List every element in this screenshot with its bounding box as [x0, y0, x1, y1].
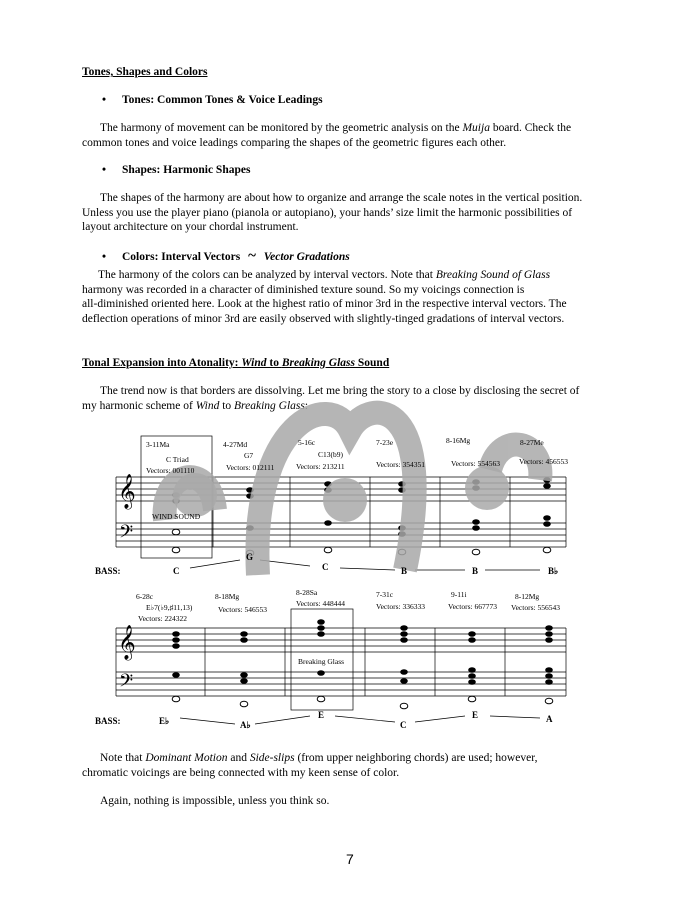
bass-note: E [318, 710, 325, 720]
chord-set-label: 3-11Ma [146, 440, 170, 449]
chord-set-label: 7-31c [376, 590, 394, 599]
emphasis: Breaking Sound of Glass [435, 269, 551, 281]
text: my harmonic scheme of [82, 399, 196, 412]
bass-note: B [401, 566, 408, 576]
text: all-diminished oriented here. Look at the highest ratio of minor 3rd in the respective interval vectors. The [82, 298, 567, 310]
chord-set-label: 8-27Me [520, 438, 544, 447]
bass-note: B [472, 566, 479, 576]
bass-note: C [322, 562, 329, 572]
bullet-shapes-label: Shapes: Harmonic Shapes [122, 164, 251, 176]
chord-set-label: 8-12Mg [515, 592, 540, 601]
text: The harmony of movement can be monitored by the geometric analysis on the [100, 122, 463, 134]
text: The harmony of the colors can be analyzed by interval vectors. Note that [98, 269, 436, 281]
emphasis: Wind [195, 399, 220, 412]
chord-vector-label: Vectors: 556543 [511, 603, 560, 612]
chord-set-label: 9-11i [451, 590, 467, 599]
bass-clef-icon: 𝄢 [119, 522, 134, 547]
bass-note: B♭ [548, 566, 559, 576]
emphasis: Wind [241, 357, 267, 369]
bass-label: BASS: [95, 716, 121, 726]
chord-vector-label: Vectors: 546553 [218, 605, 267, 614]
text: harmony was recorded in a character of diminished texture sound. So my voicings connection is [82, 283, 525, 296]
emphasis: Muija [462, 122, 490, 134]
bullet-dot-icon: • [102, 94, 107, 106]
bass-staff-1 [116, 523, 566, 547]
text: board. Check the [489, 122, 572, 134]
emphasis: Breaking Glass [281, 357, 356, 369]
tilde: ~ [248, 248, 256, 264]
chord-vector-label: Vectors: 213211 [296, 462, 345, 471]
bullet-colors-emphasis: Vector Gradations [263, 251, 350, 263]
chord-name-label: E♭7(♭9,♯11,13) [146, 603, 193, 612]
chord-set-label: 4-27Md [223, 440, 248, 449]
text: common tones and voice leadings comparing the shapes of the geometric figures each other. [82, 136, 507, 149]
text: layout architecture on your chordal instrument. [82, 221, 299, 233]
bass-note: C [173, 566, 180, 576]
bass-clef-icon: 𝄢 [119, 671, 134, 696]
chord-set-label: 8-18Mg [215, 592, 240, 601]
chord-vector-label: Vectors: 554563 [451, 459, 500, 468]
chord-vector-label: Vectors: 667773 [448, 602, 497, 611]
chord-name-label: C13(b9) [318, 450, 343, 459]
bass-label: BASS: [95, 566, 121, 576]
text: The shapes of the harmony are about how to organize and arrange the scale notes in the vertical position. [100, 192, 583, 204]
chord-set-label: 6-28c [136, 592, 154, 601]
text: Unless you use the player piano (pianola or autopiano), your hands’ size limit the harmonic possibilities of [82, 206, 573, 219]
text: The trend now is that borders are dissolving. Let me bring the story to a close by disclosing the secret of [100, 385, 580, 397]
emphasis: Breaking Glass [234, 399, 305, 412]
text: chromatic voicings are being connected with my keen sense of color. [82, 766, 400, 779]
text: (from upper neighboring chords) are used; however, [294, 752, 538, 764]
emphasis: Side-slips [249, 752, 295, 764]
bass-staff-2 [116, 672, 566, 696]
chord-vector-label: Vectors: 012111 [226, 463, 275, 472]
emphasis: Dominant Motion [145, 752, 228, 764]
chord-name-label: C Triad [166, 455, 189, 464]
closing-paragraph-1 [82, 751, 642, 780]
bass-note: E [472, 710, 479, 720]
chord-set-label: 5-16c [298, 438, 316, 447]
chord-vector-label: Vectors: 354351 [376, 460, 425, 469]
treble-clef-icon: 𝄞 [118, 625, 136, 660]
text: and [227, 752, 250, 764]
bullet-dot-icon: • [102, 164, 107, 176]
text: Tonal Expansion into Atonality: [82, 357, 242, 369]
bass-note: C [400, 720, 407, 730]
bullet-tones-label: Tones: Common Tones & Voice Leadings [122, 94, 323, 106]
treble-staff-2 [116, 628, 566, 652]
chord-set-label: 8-28Sa [296, 588, 318, 597]
wind-sound-label: WIND SOUND [152, 512, 201, 521]
noteheads-system-2 [172, 619, 553, 709]
breaking-glass-label: Breaking Glass [298, 657, 345, 666]
chord-set-label: 7-23e [376, 438, 394, 447]
section-heading-tones-shapes-colors: Tones, Shapes and Colors [82, 66, 208, 78]
text: Sound [355, 357, 390, 369]
chord-vector-label: Vectors: 456553 [519, 457, 568, 466]
chord-vector-label: Vectors: 448444 [296, 599, 345, 608]
chord-set-label: 8-16Mg [446, 436, 471, 445]
chord-vector-label: Vectors: 224322 [138, 614, 187, 623]
bass-note: G [246, 552, 254, 562]
chord-vector-label: Vectors: 336333 [376, 602, 425, 611]
text: : [304, 399, 309, 412]
chord-vector-label: Vectors: 001110 [146, 466, 195, 475]
text: to [266, 357, 282, 369]
page-number: 7 [346, 851, 354, 867]
bullet-dot-icon: • [102, 251, 107, 263]
bass-note: E♭ [159, 716, 170, 726]
chord-name-label: G7 [244, 451, 254, 460]
treble-clef-icon: 𝄞 [118, 474, 136, 509]
closing-paragraph-2: Again, nothing is impossible, unless you think so. [100, 795, 330, 807]
text: to [219, 399, 235, 412]
text: deflection operations of minor 3rd are easily observed with slightly-tinged gradations of interval vectors. [82, 312, 565, 325]
text: Note that [100, 752, 146, 764]
bass-note: A [546, 714, 553, 724]
bass-note: A♭ [240, 720, 251, 730]
bullet-colors-label: Colors: Interval Vectors [122, 251, 241, 263]
